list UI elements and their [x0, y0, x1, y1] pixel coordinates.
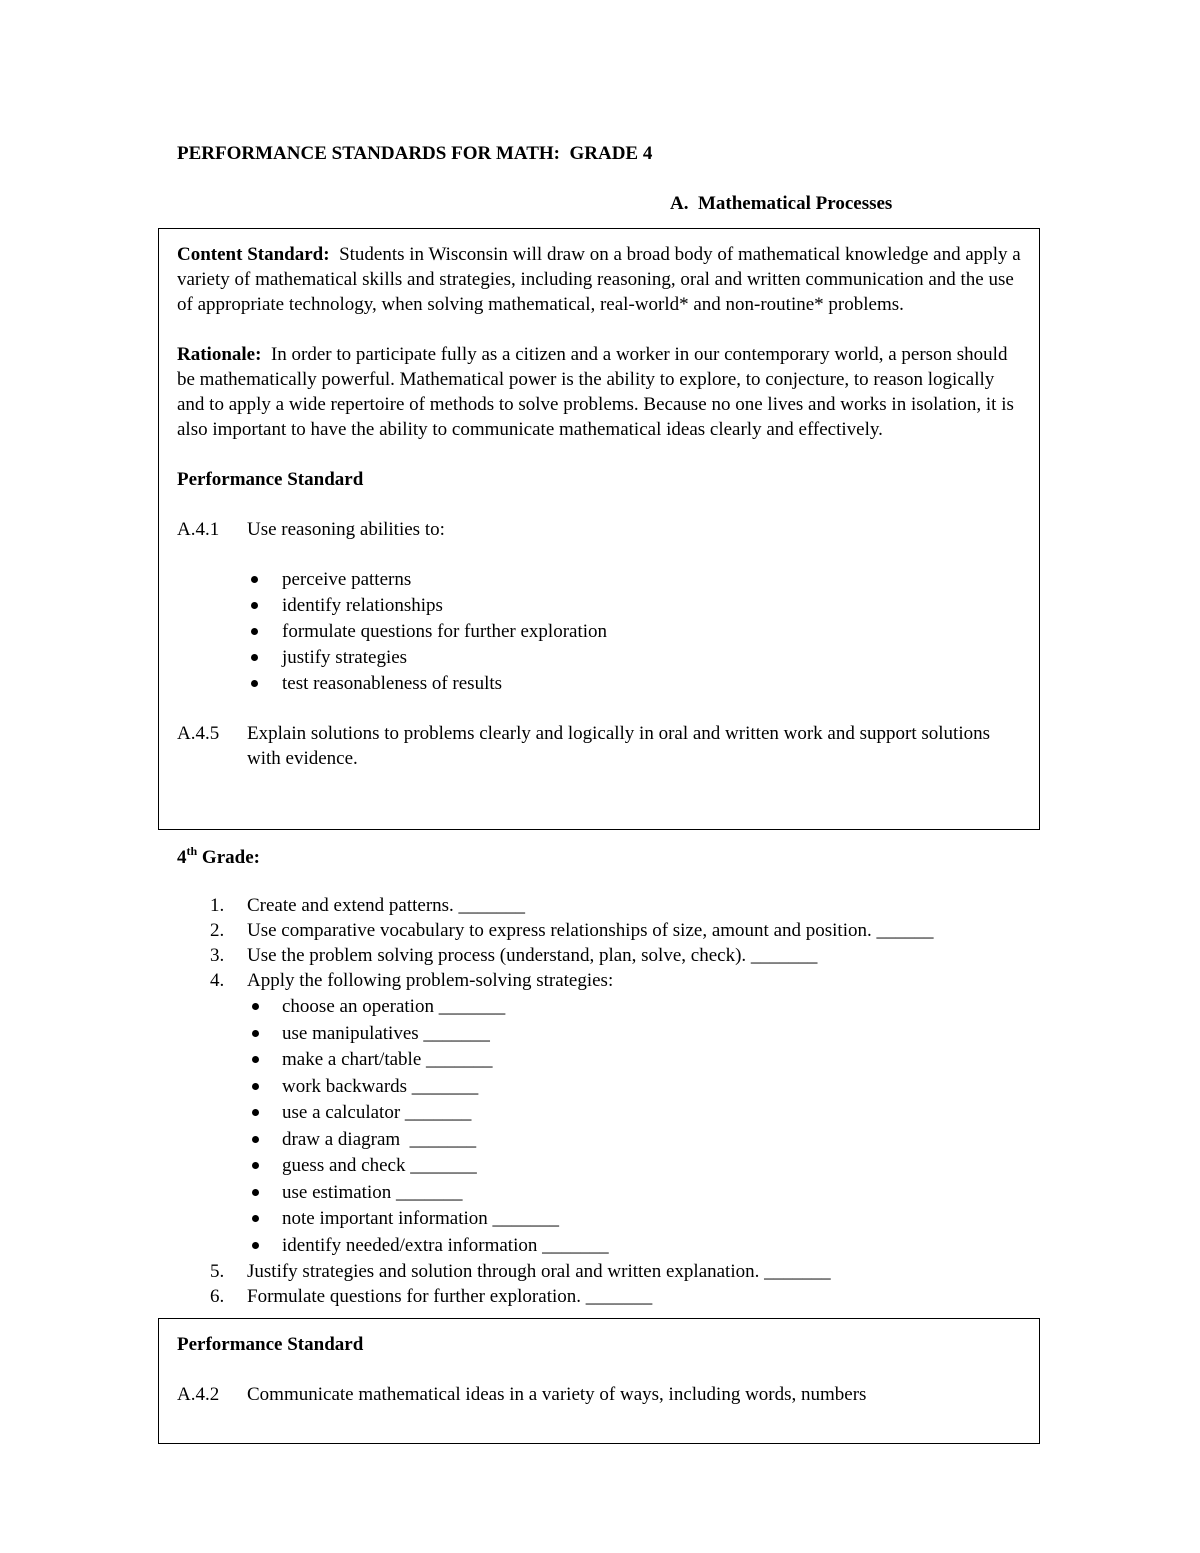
- list-item: perceive patterns: [177, 567, 1021, 593]
- list-item: guess and check _______: [158, 1153, 1058, 1180]
- section-heading: A. Mathematical Processes: [670, 193, 893, 214]
- standard-a42: [177, 1382, 1021, 1407]
- list-item: 3. Use the problem solving process (understand, plan, solve, check). _______: [210, 945, 818, 966]
- list-item: identify needed/extra information _______: [158, 1233, 1058, 1260]
- standard-a45: [177, 721, 1021, 771]
- list-item: 1. Create and extend patterns. _______: [210, 895, 526, 916]
- bullet-icon: [252, 1189, 259, 1196]
- list-item: make a chart/table _______: [158, 1047, 1058, 1074]
- bullet-icon: [252, 1136, 259, 1143]
- list-item: formulate questions for further exploration: [177, 619, 1021, 645]
- list-item: test reasonableness of results: [177, 671, 1021, 697]
- standard-code: A.4.2: [177, 1384, 220, 1405]
- list-item: 2. Use comparative vocabulary to express relationships of size, amount and position. ______: [210, 920, 934, 941]
- standard-text: Use reasoning abilities to:: [247, 519, 445, 540]
- bullet-icon: [251, 602, 258, 609]
- list-item: use manipulatives _______: [158, 1021, 1058, 1048]
- bullet-icon: [251, 680, 258, 687]
- list-item: 4. Apply the following problem-solving strategies:: [210, 970, 614, 991]
- list-item: note important information _______: [158, 1206, 1058, 1233]
- list-item: 5. Justify strategies and solution through oral and written explanation. _______: [210, 1261, 831, 1282]
- performance-standard-box: [158, 1318, 1040, 1444]
- content-standard-box: [158, 228, 1040, 830]
- list-item: choose an operation _______: [158, 994, 1058, 1021]
- rationale-paragraph: [177, 342, 1021, 442]
- bullet-icon: [252, 1003, 259, 1010]
- content-standard-text: Students in Wisconsin will draw on a broad body of mathematical knowledge and apply a variety of mathematical skills and strategies, including reasoning, oral and written communication and the use of appropriate technology, when solving mathematical, real-world* and non-routine* problems.: [177, 244, 1021, 315]
- standard-text: Explain solutions to problems clearly and logically in oral and written work and support solutions with evidence.: [247, 723, 990, 769]
- content-standard-label: Content Standard:: [177, 244, 330, 265]
- bullet-icon: [252, 1056, 259, 1063]
- standard-code: A.4.1: [177, 519, 220, 540]
- strategy-bullet-list: [158, 994, 1058, 1259]
- list-item: use a calculator _______: [158, 1100, 1058, 1127]
- performance-standard-heading: Performance Standard: [177, 1334, 364, 1355]
- bullet-icon: [252, 1083, 259, 1090]
- reasoning-bullet-list: [177, 567, 1021, 697]
- list-item: work backwards _______: [158, 1074, 1058, 1101]
- standard-code: A.4.5: [177, 723, 220, 744]
- standard-a41: [177, 517, 1021, 542]
- rationale-label: Rationale:: [177, 344, 262, 365]
- rationale-text: In order to participate fully as a citizen and a worker in our contemporary world, a person should be mathematically powerful. Mathematical power is the ability to explore, to conjecture, to reason logically and to apply a wide repertoire of methods to solve problems. Because no one lives and works in isolation, it is also important to have the ability to communicate mathematical ideas clearly and effectively.: [177, 344, 1014, 440]
- list-item: justify strategies: [177, 645, 1021, 671]
- grade-checklist: [158, 893, 1058, 1309]
- list-item: use estimation _______: [158, 1180, 1058, 1207]
- bullet-icon: [252, 1162, 259, 1169]
- list-item: draw a diagram _______: [158, 1127, 1058, 1154]
- page-title: PERFORMANCE STANDARDS FOR MATH: GRADE 4: [177, 143, 653, 164]
- bullet-icon: [251, 654, 258, 661]
- list-item: identify relationships: [177, 593, 1021, 619]
- grade-heading: 4th Grade:: [177, 844, 260, 868]
- standard-text: Communicate mathematical ideas in a variety of ways, including words, numbers: [247, 1384, 867, 1405]
- list-item: 6. Formulate questions for further exploration. _______: [210, 1286, 653, 1307]
- performance-standard-heading: Performance Standard: [177, 469, 364, 490]
- bullet-icon: [252, 1215, 259, 1222]
- bullet-icon: [252, 1030, 259, 1037]
- bullet-icon: [251, 628, 258, 635]
- bullet-icon: [251, 576, 258, 583]
- bullet-icon: [252, 1242, 259, 1249]
- content-standard-paragraph: [177, 242, 1021, 317]
- bullet-icon: [252, 1109, 259, 1116]
